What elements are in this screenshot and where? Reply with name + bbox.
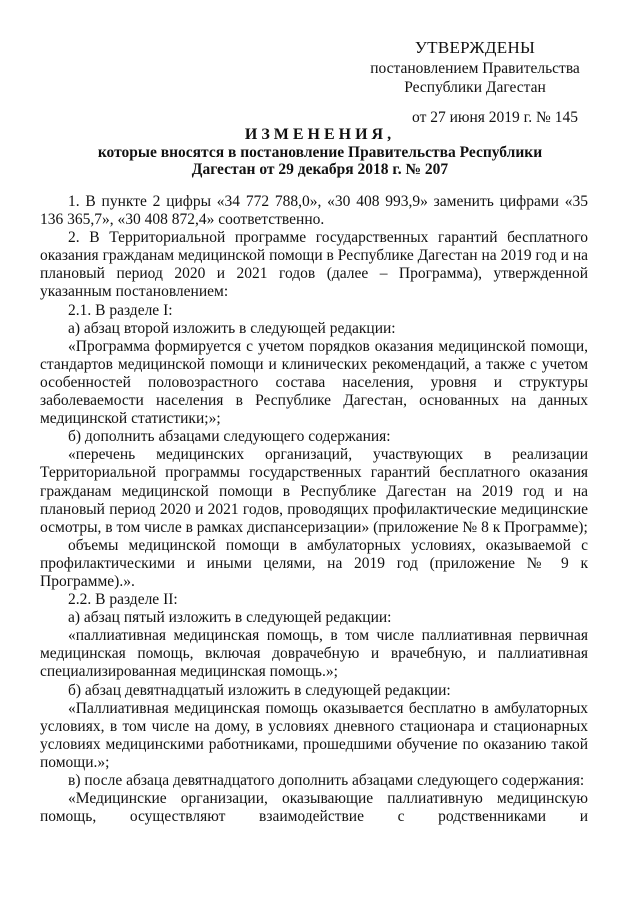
paragraph-6: б) дополнить абзацами следующего содержания: (68, 428, 391, 446)
approval-line-2: Республики Дагестан (404, 79, 546, 96)
document-heading (40, 126, 600, 179)
paragraph-12: б) абзац девятнадцатый изложить в следующей редакции: (68, 681, 451, 699)
paragraph-10: а) абзац пятый изложить в следующей редакции: (68, 609, 392, 627)
paragraph-1: 1. В пункте 2 цифры «34 772 788,0», «30 408 993,9» заменить цифрами «35 136 365,7», «30 408 872,4» соответственно. (40, 193, 588, 229)
paragraph-13: «Паллиативная медицинская помощь оказывается бесплатно в амбулаторных условиях, в том числе на дому, в условиях дневного стационара и стационарных условиях медицинскими работниками, прошедшими обучение по оказанию такой помощи.»; (40, 699, 588, 771)
approval-title: УТВЕРЖДЕНЫ (414, 38, 536, 57)
paragraph-9: 2.2. В разделе II: (68, 591, 178, 609)
heading-title: ИЗМЕНЕНИЯ, (244, 126, 396, 143)
paragraph-15: «Медицинские организации, оказывающие паллиативную медицинскую помощь, осуществляют взаимодействие с родственниками и (40, 790, 588, 826)
paragraph-11: «паллиативная медицинская помощь, в том числе паллиативная первичная медицинская помощь, включая доврачебную и врачебную, и паллиативная специализированная медицинская помощь.»; (40, 627, 588, 681)
approval-date: от 27 июня 2019 г. № 145 (412, 109, 578, 126)
paragraph-5: «Программа формируется с учетом порядков оказания медицинской помощи, стандартов медицинской помощи и клинических рекомендаций, а также с учетом особенностей половозрастного состава населения, уровня и структуры заболеваемости населения в Республике Дагестан, основанных на данных медицинской статистики;»; (40, 337, 588, 428)
paragraph-3: 2.1. В разделе I: (68, 301, 173, 319)
paragraph-8: объемы медицинской помощи в амбулаторных условиях, оказываемой с профилактическими и иными целями, на 2019 год (приложение № 9 к Программе).». (40, 536, 588, 590)
heading-line-2: Дагестан от 29 декабря 2018 г. № 207 (191, 161, 449, 178)
approval-stamp (360, 38, 590, 126)
paragraph-2: 2. В Территориальной программе государственных гарантий бесплатного оказания гражданам медицинской помощи в Республике Дагестан на 2019 год и на плановый период 2020 и 2021 годов (далее – Программа), утвержденной указанным постановлением: (40, 229, 588, 301)
heading-line-1: которые вносятся в постановление Правительства Республики (97, 143, 543, 161)
approval-line-1: постановлением Правительства (370, 60, 580, 77)
paragraph-7: «перечень медицинских организаций, участвующих в реализации Территориальной программы государственных гарантий бесплатного оказания гражданам медицинской помощи в Республике Дагестан на 2019 год и на плановый период 2020 и 2021 годов, проводящих профилактические медицинские осмотры, в том числе в рамках диспансеризации» (приложение № 8 к Программе); (40, 446, 588, 536)
paragraph-4: а) абзац второй изложить в следующей редакции: (68, 319, 396, 337)
paragraph-14: в) после абзаца девятнадцатого дополнить абзацами следующего содержания: (68, 772, 585, 789)
document-body (40, 193, 588, 826)
